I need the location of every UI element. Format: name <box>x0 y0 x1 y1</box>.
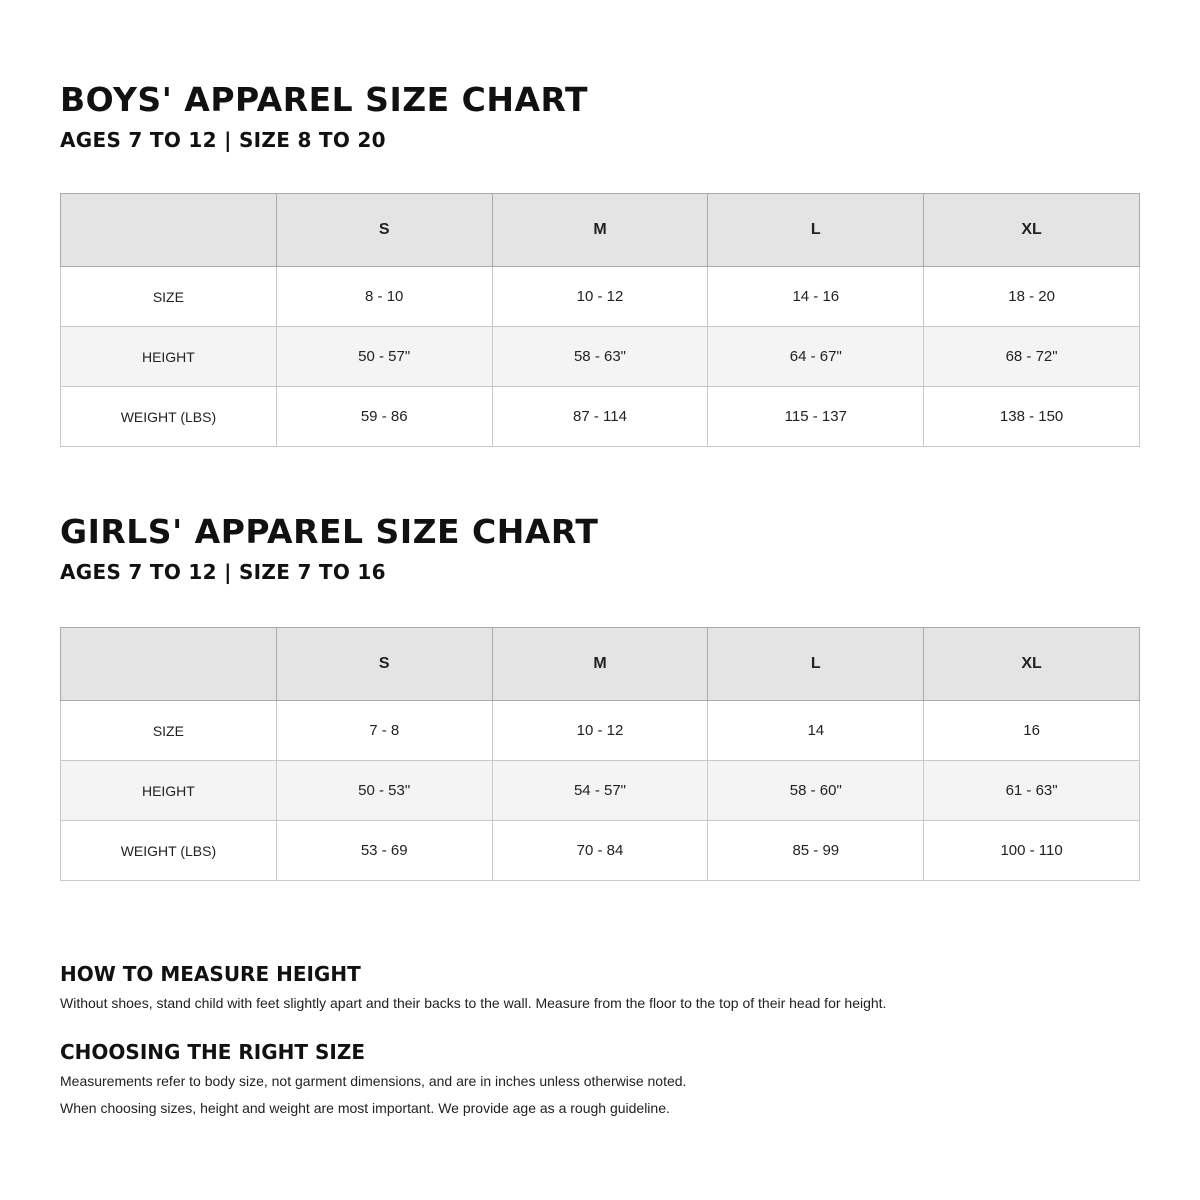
boys-chart-subtitle: AGES 7 TO 12 | SIZE 8 TO 20 <box>60 128 386 152</box>
choosing-size-text-1: Measurements refer to body size, not garment dimensions, and are in inches unless otherwise noted. <box>60 1073 687 1089</box>
boys-size-chart <box>60 80 1140 425</box>
table-cell: 14 <box>708 701 924 761</box>
table-row <box>61 267 1140 327</box>
choosing-size-text-2: When choosing sizes, height and weight are most important. We provide age as a rough guideline. <box>60 1100 670 1116</box>
column-header-s: S <box>276 628 492 701</box>
table-cell: 14 - 16 <box>708 267 924 327</box>
table-cell: 70 - 84 <box>492 821 708 881</box>
row-label-height: HEIGHT <box>61 327 277 387</box>
column-header-l: L <box>708 194 924 267</box>
table-cell: 64 - 67" <box>708 327 924 387</box>
girls-chart-title: GIRLS' APPAREL SIZE CHART <box>60 512 599 551</box>
choosing-size-heading: CHOOSING THE RIGHT SIZE <box>60 1040 365 1064</box>
table-cell: 68 - 72" <box>924 327 1140 387</box>
table-cell: 10 - 12 <box>492 267 708 327</box>
girls-chart-subtitle: AGES 7 TO 12 | SIZE 7 TO 16 <box>60 560 386 584</box>
table-cell: 58 - 63" <box>492 327 708 387</box>
boys-size-table <box>60 193 1140 447</box>
table-row <box>61 701 1140 761</box>
boys-chart-title: BOYS' APPAREL SIZE CHART <box>60 80 588 119</box>
table-row <box>61 387 1140 447</box>
table-cell: 53 - 69 <box>276 821 492 881</box>
table-row <box>61 761 1140 821</box>
row-label-size: SIZE <box>61 701 277 761</box>
table-cell: 16 <box>924 701 1140 761</box>
column-header-blank <box>61 628 277 701</box>
girls-size-chart <box>60 512 1140 859</box>
column-header-blank <box>61 194 277 267</box>
measure-height-section <box>60 960 1140 1017</box>
table-cell: 100 - 110 <box>924 821 1140 881</box>
table-cell: 18 - 20 <box>924 267 1140 327</box>
table-cell: 61 - 63" <box>924 761 1140 821</box>
table-cell: 85 - 99 <box>708 821 924 881</box>
table-cell: 10 - 12 <box>492 701 708 761</box>
girls-size-table <box>60 627 1140 881</box>
row-label-weight: WEIGHT (LBS) <box>61 821 277 881</box>
row-label-weight: WEIGHT (LBS) <box>61 387 277 447</box>
table-cell: 7 - 8 <box>276 701 492 761</box>
choosing-size-section <box>60 1038 1140 1122</box>
column-header-xl: XL <box>924 194 1140 267</box>
row-label-height: HEIGHT <box>61 761 277 821</box>
measure-height-heading: HOW TO MEASURE HEIGHT <box>60 962 361 986</box>
column-header-m: M <box>492 628 708 701</box>
measure-height-text: Without shoes, stand child with feet slightly apart and their backs to the wall. Measure from the floor to the top of their head for height. <box>60 995 887 1011</box>
table-header-row <box>61 194 1140 267</box>
table-cell: 87 - 114 <box>492 387 708 447</box>
table-row <box>61 327 1140 387</box>
table-cell: 54 - 57" <box>492 761 708 821</box>
table-cell: 115 - 137 <box>708 387 924 447</box>
column-header-xl: XL <box>924 628 1140 701</box>
table-cell: 50 - 57" <box>276 327 492 387</box>
column-header-s: S <box>276 194 492 267</box>
table-cell: 138 - 150 <box>924 387 1140 447</box>
column-header-l: L <box>708 628 924 701</box>
table-cell: 50 - 53" <box>276 761 492 821</box>
table-cell: 58 - 60" <box>708 761 924 821</box>
table-cell: 8 - 10 <box>276 267 492 327</box>
column-header-m: M <box>492 194 708 267</box>
table-cell: 59 - 86 <box>276 387 492 447</box>
table-row <box>61 821 1140 881</box>
table-header-row <box>61 628 1140 701</box>
row-label-size: SIZE <box>61 267 277 327</box>
